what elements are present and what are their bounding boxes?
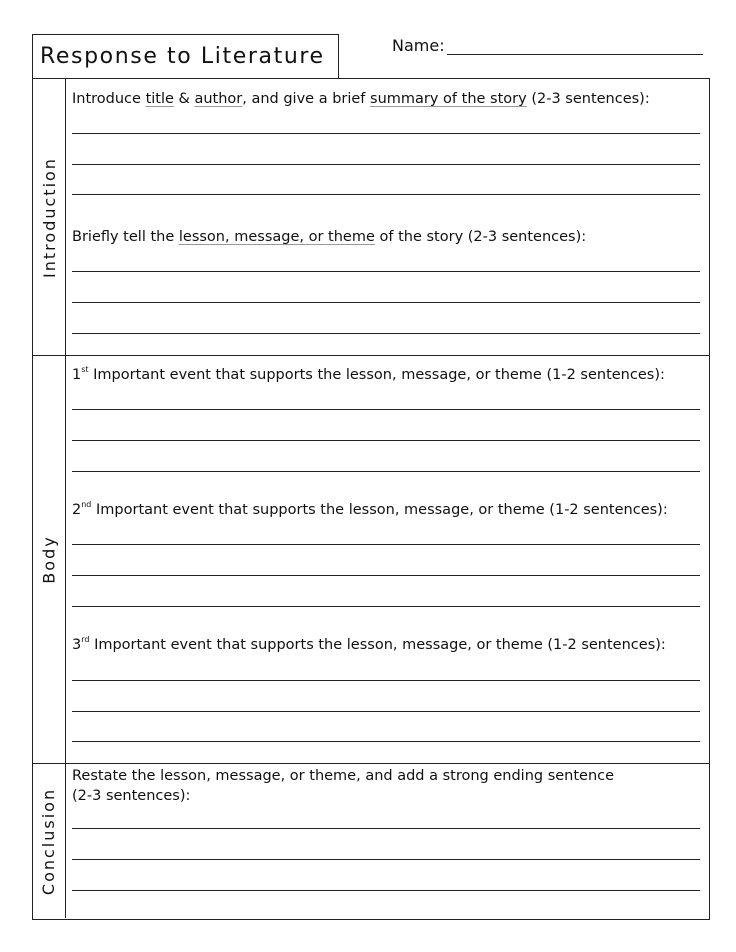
writing-line[interactable] <box>72 302 700 303</box>
event-3-prompt: 3rd Important event that supports the lesson, message, or theme (1-2 sentences): <box>72 635 666 653</box>
writing-line[interactable] <box>72 271 700 272</box>
writing-line[interactable] <box>72 544 700 545</box>
writing-line[interactable] <box>72 333 700 334</box>
event-2-prompt: 2nd Important event that supports the lesson, message, or theme (1-2 sentences): <box>72 500 668 518</box>
introduction-section <box>33 79 709 355</box>
intro-theme-prompt: Briefly tell the lesson, message, or theme of the story (2-3 sentences): <box>72 229 587 245</box>
body-section <box>33 355 709 763</box>
writing-line[interactable] <box>72 859 700 860</box>
worksheet-title: Response to Literature <box>32 34 339 78</box>
name-label: Name: <box>392 36 445 55</box>
introduction-side-label: Introduction <box>33 79 66 355</box>
writing-line[interactable] <box>72 471 700 472</box>
writing-line[interactable] <box>72 606 700 607</box>
conclusion-side-label: Conclusion <box>33 764 66 918</box>
writing-line[interactable] <box>72 575 700 576</box>
writing-line[interactable] <box>72 440 700 441</box>
writing-line[interactable] <box>72 409 700 410</box>
writing-line[interactable] <box>72 711 700 712</box>
intro-summary-prompt: Introduce title & author, and give a brief summary of the story (2-3 sentences): <box>72 91 650 107</box>
conclusion-prompt: Restate the lesson, message, or theme, and add a strong ending sentence (2-3 sentences): <box>72 768 615 805</box>
name-field-line[interactable] <box>447 54 703 55</box>
writing-line[interactable] <box>72 741 700 742</box>
body-side-label: Body <box>33 356 66 763</box>
writing-line[interactable] <box>72 680 700 681</box>
writing-line[interactable] <box>72 890 700 891</box>
writing-line[interactable] <box>72 164 700 165</box>
writing-line[interactable] <box>72 828 700 829</box>
event-1-prompt: 1st Important event that supports the lesson, message, or theme (1-2 sentences): <box>72 365 665 383</box>
conclusion-section <box>33 763 709 918</box>
writing-line[interactable] <box>72 194 700 195</box>
worksheet-frame <box>32 78 710 920</box>
writing-line[interactable] <box>72 133 700 134</box>
